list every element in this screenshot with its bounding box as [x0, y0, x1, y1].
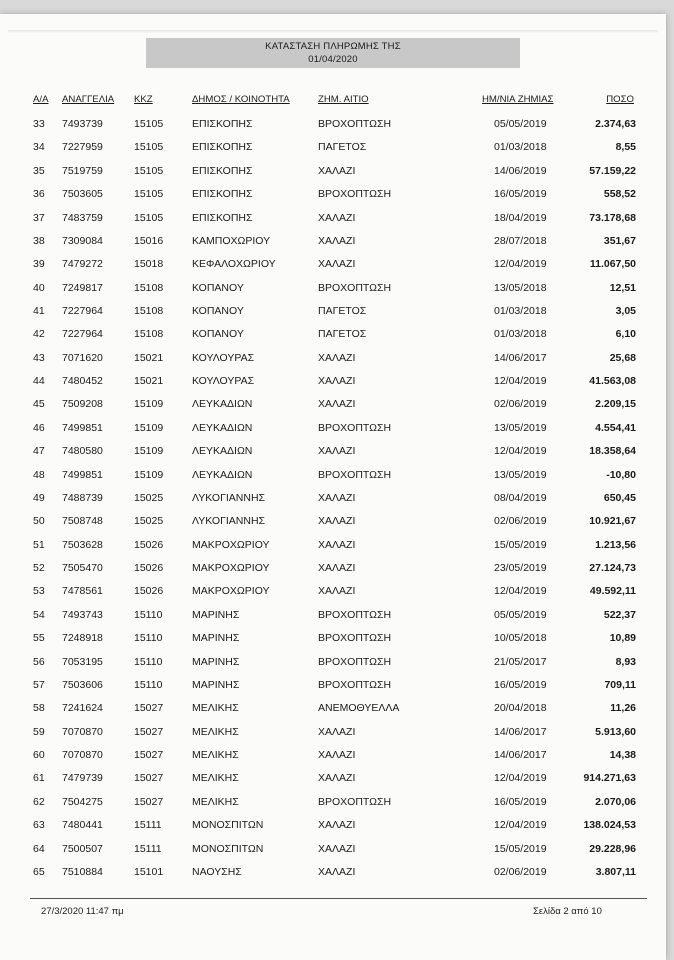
row-amount: 73.178,68	[589, 211, 636, 224]
row-amount: 522,37	[603, 608, 636, 621]
table-header	[0, 92, 666, 108]
row-amount: 2.070,06	[595, 795, 636, 808]
row-dimos: ΜΑΚΡΟΧΩΡΙΟΥ	[192, 538, 270, 551]
row-kkz: 15109	[134, 421, 164, 434]
row-angelia: 7070870	[62, 749, 103, 761]
row-angelia: 7480452	[62, 375, 103, 388]
row-dimos: ΛΥΚΟΓΙΑΝΝΗΣ	[192, 515, 266, 528]
row-dimos: ΕΠΙΣΚΟΠΗΣ	[192, 164, 253, 177]
row-amount: 8,55	[615, 141, 636, 154]
row-dimos: ΛΕΥΚΑΔΙΩΝ	[192, 421, 253, 434]
row-dimos: ΕΠΙΣΚΟΠΗΣ	[192, 188, 253, 201]
report-title	[146, 38, 520, 68]
row-date: 23/05/2019	[494, 562, 547, 574]
row-amount: 12,51	[609, 281, 636, 294]
row-dimos: ΚΑΜΠΟΧΩΡΙΟΥ	[192, 234, 271, 247]
row-aa: 44	[33, 375, 45, 388]
report-title-date: 01/04/2020	[308, 54, 358, 65]
row-dimos: ΛΥΚΟΓΙΑΝΝΗΣ	[192, 491, 266, 504]
table-row	[0, 467, 666, 483]
row-amount: 57.159,22	[589, 164, 636, 177]
row-date: 20/04/2018	[494, 702, 547, 715]
row-aitio: ΠΑΓΕΤΟΣ	[318, 141, 367, 154]
row-aitio: ΧΑΛΑΖΙ	[318, 865, 356, 878]
row-amount: 914.271,63	[583, 772, 636, 785]
row-amount: 27.124,73	[589, 562, 636, 574]
footer-rule	[30, 898, 647, 899]
row-angelia: 7488739	[62, 491, 103, 504]
row-aa: 59	[33, 725, 45, 738]
row-date: 14/06/2017	[494, 351, 547, 364]
row-dimos: ΜΑΚΡΟΧΩΡΙΟΥ	[192, 562, 270, 574]
table-row	[0, 139, 666, 155]
row-aa: 45	[33, 398, 45, 411]
row-aitio: ΒΡΟΧΟΠΤΩΣΗ	[318, 632, 392, 645]
row-angelia: 7519759	[62, 164, 103, 177]
table-row	[0, 210, 666, 226]
row-aa: 55	[33, 632, 45, 645]
row-amount: 3,05	[615, 305, 636, 317]
row-kkz: 15021	[134, 375, 164, 388]
row-amount: 11,26	[610, 702, 636, 715]
table-row	[0, 583, 666, 599]
row-aa: 63	[33, 819, 45, 832]
row-angelia: 7503606	[62, 678, 103, 691]
table-row	[0, 256, 666, 272]
table-row	[0, 817, 666, 833]
col-header-amount: ΠΟΣΟ	[606, 94, 634, 105]
row-amount: 3.807,11	[595, 865, 636, 878]
row-date: 01/03/2018	[494, 328, 547, 341]
row-date: 14/06/2017	[494, 725, 547, 738]
row-dimos: ΝΑΟΥΣΗΣ	[192, 865, 242, 878]
row-date: 02/06/2019	[494, 398, 547, 411]
row-aa: 49	[33, 491, 45, 504]
row-aa: 36	[33, 188, 45, 201]
row-angelia: 7499851	[62, 421, 103, 434]
row-aitio: ΧΑΛΑΖΙ	[318, 351, 356, 364]
row-date: 01/03/2018	[494, 141, 547, 154]
table-row	[0, 163, 666, 179]
row-amount: 11.067,50	[589, 258, 636, 271]
row-amount: 18.358,64	[589, 445, 636, 458]
row-angelia: 7249817	[62, 281, 103, 294]
row-amount: 41.563,08	[589, 375, 636, 388]
row-kkz: 15109	[134, 398, 164, 411]
row-aa: 56	[33, 655, 45, 668]
row-angelia: 7480441	[62, 819, 103, 832]
row-aa: 58	[33, 702, 45, 715]
row-aa: 38	[33, 234, 45, 247]
row-date: 02/06/2019	[494, 515, 547, 528]
row-date: 12/04/2019	[494, 819, 547, 832]
row-amount: -10,80	[606, 468, 636, 481]
table-row	[0, 443, 666, 459]
row-amount: 8,93	[615, 655, 636, 668]
row-kkz: 15027	[134, 795, 164, 808]
col-header-kkz: ΚΚΖ	[134, 94, 153, 105]
table-row	[0, 607, 666, 623]
table-row	[0, 396, 666, 412]
row-dimos: ΜΑΚΡΟΧΩΡΙΟΥ	[192, 585, 270, 598]
row-aitio: ΧΑΛΑΖΙ	[318, 445, 356, 458]
row-angelia: 7071620	[62, 351, 103, 364]
row-kkz: 15026	[134, 538, 164, 551]
row-kkz: 15105	[134, 164, 164, 177]
row-date: 13/05/2019	[494, 468, 547, 481]
table-row	[0, 490, 666, 506]
row-dimos: ΜΕΛΙΚΗΣ	[192, 725, 239, 738]
row-kkz: 15108	[134, 281, 164, 294]
row-aitio: ΧΑΛΑΖΙ	[318, 398, 356, 411]
col-header-dimos: ΔΗΜΟΣ / ΚΟΙΝΟΤΗΤΑ	[192, 94, 290, 105]
row-angelia: 7499851	[62, 468, 103, 481]
row-amount: 6,10	[615, 328, 636, 341]
row-aa: 53	[33, 585, 45, 598]
row-kkz: 15101	[134, 865, 164, 878]
row-amount: 5.913,60	[595, 725, 636, 738]
row-date: 02/06/2019	[494, 865, 547, 878]
row-date: 16/05/2019	[494, 678, 547, 691]
row-angelia: 7241624	[62, 702, 103, 715]
row-dimos: ΛΕΥΚΑΔΙΩΝ	[192, 445, 253, 458]
row-aa: 35	[33, 164, 45, 177]
print-timestamp: 27/3/2020 11:47 πμ	[41, 906, 124, 917]
table-row	[0, 770, 666, 786]
row-angelia: 7479272	[62, 258, 103, 271]
row-kkz: 15027	[134, 702, 164, 715]
row-date: 16/05/2019	[494, 188, 547, 201]
row-aitio: ΑΝΕΜΟΘΥΕΛΛΑ	[318, 702, 400, 715]
row-kkz: 15111	[134, 842, 162, 855]
row-amount: 650,45	[603, 491, 636, 504]
row-aa: 51	[33, 538, 45, 551]
table-row	[0, 677, 666, 693]
row-dimos: ΚΟΠΑΝΟΥ	[192, 328, 244, 341]
row-date: 14/06/2019	[494, 164, 547, 177]
row-date: 12/04/2019	[494, 258, 547, 271]
col-header-aitio: ΖΗΜ. ΑΙΤΙΟ	[318, 94, 369, 105]
row-angelia: 7493743	[62, 608, 103, 621]
row-date: 15/05/2019	[494, 538, 547, 551]
row-kkz: 15018	[134, 258, 164, 271]
table-row	[0, 326, 666, 342]
row-date: 05/05/2019	[494, 118, 547, 130]
row-date: 12/04/2019	[494, 585, 547, 598]
row-angelia: 7227964	[62, 305, 103, 317]
row-aitio: ΧΑΛΑΖΙ	[318, 749, 356, 761]
row-angelia: 7503605	[62, 188, 103, 201]
row-aa: 61	[33, 772, 45, 785]
row-aa: 37	[33, 211, 45, 224]
table-row	[0, 420, 666, 436]
row-date: 08/04/2019	[494, 491, 547, 504]
row-dimos: ΜΑΡΙΝΗΣ	[192, 632, 240, 645]
table-row	[0, 700, 666, 716]
row-angelia: 7227964	[62, 328, 103, 341]
row-angelia: 7227959	[62, 141, 103, 154]
row-aitio: ΒΡΟΧΟΠΤΩΣΗ	[318, 795, 392, 808]
row-kkz: 15108	[134, 305, 164, 317]
col-header-date: ΗΜ/ΝΙΑ ΖΗΜΙΑΣ	[482, 94, 554, 105]
row-aa: 39	[33, 258, 45, 271]
row-aa: 52	[33, 562, 45, 574]
row-aitio: ΧΑΛΑΖΙ	[318, 538, 356, 551]
row-kkz: 15025	[134, 515, 164, 528]
row-angelia: 7503628	[62, 538, 103, 551]
row-aitio: ΒΡΟΧΟΠΤΩΣΗ	[318, 678, 392, 691]
top-rule	[8, 30, 658, 33]
table-row	[0, 630, 666, 646]
row-kkz: 15109	[134, 445, 164, 458]
row-angelia: 7479739	[62, 772, 103, 785]
row-aitio: ΒΡΟΧΟΠΤΩΣΗ	[318, 608, 392, 621]
row-aitio: ΧΑΛΑΖΙ	[318, 258, 356, 271]
row-date: 13/05/2018	[494, 281, 547, 294]
row-amount: 2.209,15	[595, 398, 636, 411]
row-aa: 33	[33, 118, 45, 130]
row-dimos: ΛΕΥΚΑΔΙΩΝ	[192, 398, 253, 411]
row-aitio: ΧΑΛΑΖΙ	[318, 234, 356, 247]
table-row	[0, 654, 666, 670]
table-row	[0, 724, 666, 740]
row-dimos: ΜΑΡΙΝΗΣ	[192, 678, 240, 691]
row-kkz: 15025	[134, 491, 164, 504]
row-kkz: 15108	[134, 328, 164, 341]
row-aa: 42	[33, 328, 45, 341]
row-aitio: ΒΡΟΧΟΠΤΩΣΗ	[318, 281, 392, 294]
row-aa: 62	[33, 795, 45, 808]
row-angelia: 7483759	[62, 211, 103, 224]
row-amount: 2.374,63	[595, 118, 636, 130]
row-aitio: ΒΡΟΧΟΠΤΩΣΗ	[318, 468, 392, 481]
row-amount: 558,52	[603, 188, 636, 201]
page-number: Σελίδα 2 από 10	[533, 906, 602, 917]
row-date: 05/05/2019	[494, 608, 547, 621]
row-aitio: ΧΑΛΑΖΙ	[318, 164, 356, 177]
row-dimos: ΜΟΝΟΣΠΙΤΩΝ	[192, 819, 264, 832]
row-dimos: ΜΕΛΙΚΗΣ	[192, 772, 239, 785]
row-kkz: 15105	[134, 141, 164, 154]
row-aitio: ΧΑΛΑΖΙ	[318, 819, 356, 832]
row-aa: 50	[33, 515, 45, 528]
row-dimos: ΕΠΙΣΚΟΠΗΣ	[192, 118, 253, 130]
row-angelia: 7053195	[62, 655, 103, 668]
row-aa: 60	[33, 749, 45, 761]
row-dimos: ΜΕΛΙΚΗΣ	[192, 795, 239, 808]
row-aa: 57	[33, 678, 45, 691]
row-amount: 10.921,67	[589, 515, 636, 528]
row-aitio: ΧΑΛΑΖΙ	[318, 772, 356, 785]
row-kkz: 15110	[134, 608, 163, 621]
table-row	[0, 537, 666, 553]
row-kkz: 15110	[134, 655, 163, 668]
row-angelia: 7248918	[62, 632, 103, 645]
row-amount: 29.228,96	[589, 842, 636, 855]
row-date: 15/05/2019	[494, 842, 547, 855]
row-angelia: 7493739	[62, 118, 103, 130]
row-aa: 54	[33, 608, 45, 621]
row-kkz: 15026	[134, 562, 164, 574]
row-aa: 65	[33, 865, 45, 878]
row-aitio: ΒΡΟΧΟΠΤΩΣΗ	[318, 188, 392, 201]
row-dimos: ΜΑΡΙΝΗΣ	[192, 655, 240, 668]
row-amount: 709,11	[604, 678, 636, 691]
row-aitio: ΧΑΛΑΖΙ	[318, 515, 356, 528]
row-kkz: 15016	[134, 234, 164, 247]
row-angelia: 7480580	[62, 445, 103, 458]
table-row	[0, 841, 666, 857]
row-aa: 47	[33, 445, 45, 458]
row-date: 12/04/2019	[494, 375, 547, 388]
row-aa: 46	[33, 421, 45, 434]
row-dimos: ΚΟΠΑΝΟΥ	[192, 305, 244, 317]
report-title-line1: ΚΑΤΑΣΤΑΣΗ ΠΛΗΡΩΜΗΣ ΤΗΣ	[265, 41, 401, 52]
row-dimos: ΚΟΠΑΝΟΥ	[192, 281, 244, 294]
row-amount: 4.554,41	[595, 421, 636, 434]
row-angelia: 7478561	[62, 585, 103, 598]
row-date: 28/07/2018	[494, 234, 547, 247]
row-amount: 25,68	[609, 351, 636, 364]
table-row	[0, 560, 666, 576]
row-dimos: ΚΟΥΛΟΥΡΑΣ	[192, 351, 255, 364]
row-date: 10/05/2018	[494, 632, 547, 645]
row-kkz: 15111	[134, 819, 162, 832]
row-aitio: ΠΑΓΕΤΟΣ	[318, 328, 367, 341]
table-row	[0, 303, 666, 319]
row-dimos: ΛΕΥΚΑΔΙΩΝ	[192, 468, 253, 481]
row-date: 16/05/2019	[494, 795, 547, 808]
row-kkz: 15027	[134, 772, 164, 785]
row-aitio: ΧΑΛΑΖΙ	[318, 842, 356, 855]
row-amount: 351,67	[603, 234, 636, 247]
row-date: 21/05/2017	[494, 655, 547, 668]
row-kkz: 15109	[134, 468, 164, 481]
row-kkz: 15105	[134, 211, 164, 224]
row-dimos: ΚΕΦΑΛΟΧΩΡΙΟΥ	[192, 258, 276, 271]
row-angelia: 7505470	[62, 562, 103, 574]
row-dimos: ΜΕΛΙΚΗΣ	[192, 749, 239, 761]
table-row	[0, 864, 666, 880]
row-aitio: ΒΡΟΧΟΠΤΩΣΗ	[318, 655, 392, 668]
row-dimos: ΜΑΡΙΝΗΣ	[192, 608, 240, 621]
row-dimos: ΕΠΙΣΚΟΠΗΣ	[192, 211, 253, 224]
row-aitio: ΠΑΓΕΤΟΣ	[318, 305, 367, 317]
row-aitio: ΧΑΛΑΖΙ	[318, 375, 356, 388]
table-row	[0, 350, 666, 366]
table-row	[0, 373, 666, 389]
row-kkz: 15027	[134, 725, 164, 738]
row-aa: 64	[33, 842, 45, 855]
row-date: 13/05/2019	[494, 421, 547, 434]
col-header-angelia: ΑΝΑΓΓΕΛΙΑ	[62, 94, 115, 105]
row-date: 01/03/2018	[494, 305, 547, 317]
row-aa: 41	[33, 305, 45, 317]
row-angelia: 7309084	[62, 234, 103, 247]
row-dimos: ΜΟΝΟΣΠΙΤΩΝ	[192, 842, 264, 855]
row-kkz: 15110	[134, 632, 163, 645]
row-angelia: 7070870	[62, 725, 103, 738]
row-aitio: ΒΡΟΧΟΠΤΩΣΗ	[318, 421, 392, 434]
row-date: 14/06/2017	[494, 749, 547, 761]
row-aitio: ΧΑΛΑΖΙ	[318, 211, 356, 224]
row-dimos: ΚΟΥΛΟΥΡΑΣ	[192, 375, 255, 388]
row-dimos: ΜΕΛΙΚΗΣ	[192, 702, 239, 715]
table-row	[0, 280, 666, 296]
row-aa: 40	[33, 281, 45, 294]
row-angelia: 7510884	[62, 865, 103, 878]
table-row	[0, 794, 666, 810]
table-row	[0, 186, 666, 202]
col-header-aa: Α/Α	[33, 94, 49, 105]
row-aitio: ΧΑΛΑΖΙ	[318, 491, 356, 504]
row-aitio: ΧΑΛΑΖΙ	[318, 585, 356, 598]
row-aa: 34	[33, 141, 45, 154]
table-row	[0, 233, 666, 249]
row-angelia: 7509208	[62, 398, 103, 411]
row-dimos: ΕΠΙΣΚΟΠΗΣ	[192, 141, 253, 154]
row-date: 12/04/2019	[494, 445, 547, 458]
row-date: 12/04/2019	[494, 772, 547, 785]
row-amount: 14,38	[609, 749, 636, 761]
table-row	[0, 747, 666, 763]
row-angelia: 7500507	[62, 842, 103, 855]
row-aa: 48	[33, 468, 45, 481]
table-row	[0, 513, 666, 529]
row-aitio: ΧΑΛΑΖΙ	[318, 562, 356, 574]
row-amount: 49.592,11	[589, 585, 636, 598]
row-kkz: 15105	[134, 118, 164, 130]
row-angelia: 7508748	[62, 515, 103, 528]
row-aitio: ΧΑΛΑΖΙ	[318, 725, 356, 738]
row-kkz: 15105	[134, 188, 164, 201]
row-kkz: 15026	[134, 585, 164, 598]
row-angelia: 7504275	[62, 795, 103, 808]
row-amount: 1.213,56	[595, 538, 636, 551]
row-amount: 138.024,53	[583, 819, 636, 832]
row-date: 18/04/2019	[494, 211, 547, 224]
row-aa: 43	[33, 351, 45, 364]
row-kkz: 15110	[134, 678, 163, 691]
table-row	[0, 116, 666, 132]
row-kkz: 15027	[134, 749, 164, 761]
row-amount: 10,89	[609, 632, 636, 645]
row-aitio: ΒΡΟΧΟΠΤΩΣΗ	[318, 118, 392, 130]
row-kkz: 15021	[134, 351, 164, 364]
